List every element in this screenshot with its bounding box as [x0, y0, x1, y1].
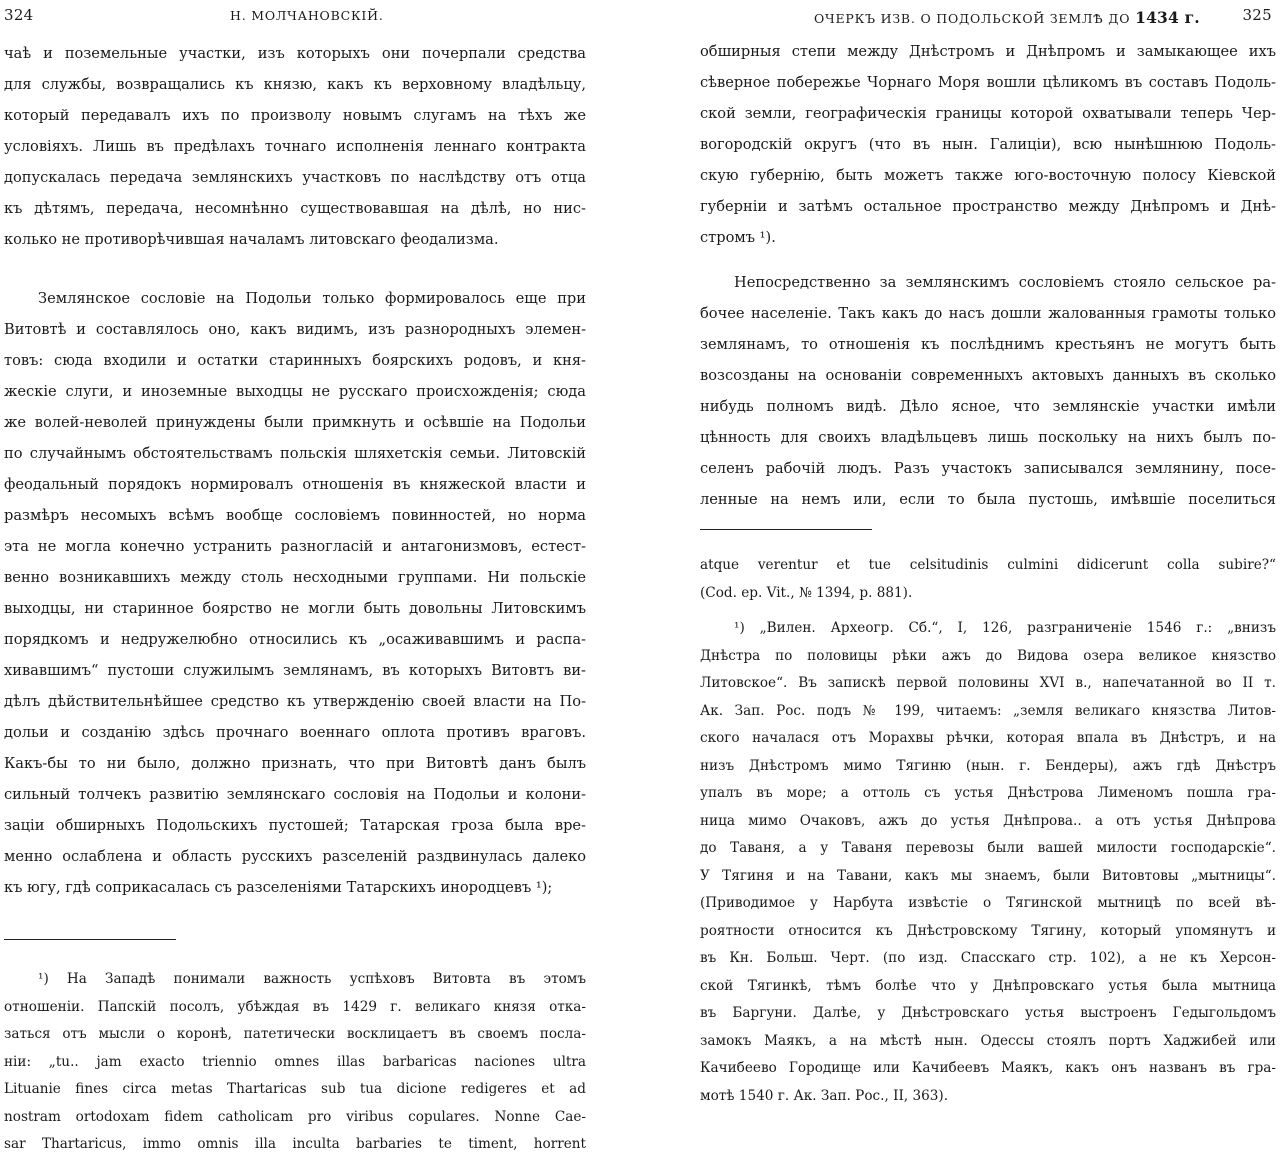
left-paragraph-2: [4, 283, 586, 903]
left-page-text: [4, 38, 586, 1159]
text-line: вогородскій округъ (что въ нын. Галиціи), всю нынѣшнюю Подоль-: [700, 136, 1276, 153]
text-line: размѣръ несомыхъ всѣмъ вообще сословіемъ повинностей, но норма: [4, 507, 586, 524]
text-line: дольи и созданію здѣсь прочнаго военнаго оплота противъ враговъ.: [4, 724, 586, 741]
text-line: для службы, возвращались къ князю, какъ къ верховному владѣльцу,: [4, 76, 586, 93]
footnote-line: ской Тягинкѣ, тѣмъ болѣе что у Днѣпровскаго устья была мытница: [700, 977, 1276, 994]
footnote-line: заться отъ мысли о коронѣ, патетически восклицаетъ въ своемъ посла-: [4, 1026, 586, 1042]
text-line: товъ: сюда входили и остатки старинныхъ боярскихъ родовъ, и кня-: [4, 352, 586, 369]
footnote-separator: [700, 529, 872, 530]
left-paragraph-1: [4, 38, 586, 255]
footnote-line: въ Кн. Больш. Черт. (по изд. Спасскаго стр. 102), а не къ Херсон-: [700, 950, 1276, 966]
text-line: допускалась передача землянскихъ участковъ по наслѣдству отъ отца: [4, 169, 586, 186]
text-line: по случайнымъ обстоятельствамъ польскія шляхетскія семьи. Литовскій: [4, 445, 586, 462]
text-line: хивавшимъ“ пустоши служилымъ землянамъ, въ которыхъ Витовтъ ви-: [4, 662, 586, 679]
text-line: Непосредственно за землянскимъ сословіемъ стояло сельское ра-: [734, 274, 1276, 291]
left-page-header: [0, 0, 592, 30]
running-head: [814, 8, 1200, 27]
footnote-line: atque verentur et tue celsitudinis culmini didicerunt colla subire?“: [700, 557, 1276, 573]
text-line: обширныя степи между Днѣстромъ и Днѣпромъ и замыкающее ихъ: [700, 43, 1276, 60]
running-head-text: ОЧЕРКЪ ИЗВ. О ПОДОЛЬСКОЙ ЗЕМЛѢ ДО: [814, 11, 1131, 26]
left-footnote: [4, 966, 586, 1159]
right-paragraph-2: [700, 267, 1276, 515]
running-head: Н. МОЛЧАНОВСКІЙ.: [230, 8, 384, 23]
right-page-header: [694, 0, 1280, 30]
right-page: [694, 0, 1280, 1104]
text-line: же волей-неволей принуждены были примкнуть и осѣвшіе на Подольи: [4, 414, 586, 431]
footnote-line: Днѣстра по половицы рѣки ажъ до Видова озера великое князство: [700, 647, 1276, 664]
text-line: возсозданы на основаніи современныхъ актовыхъ данныхъ въ сколько: [700, 367, 1276, 384]
text-line: ленные на немъ или, если то была пустошь, имѣвшіе поселиться: [700, 491, 1276, 508]
right-page-text: [700, 36, 1276, 1110]
footnote-continuation: [700, 552, 1276, 607]
footnote-line: (Cod. ep. Vit., № 1394, p. 881).: [700, 584, 913, 601]
text-line: Витовтѣ и составлялось оно, какъ видимъ, изъ разнородныхъ элемен-: [4, 321, 586, 338]
text-line: заціи обширныхъ Подольскихъ пустошей; Татарская гроза была вре-: [4, 817, 586, 834]
running-head-year: 1434 г.: [1135, 8, 1200, 27]
footnote-line: отношеніи. Папскій посолъ, убѣждая въ 1429 г. великаго князя отка-: [4, 998, 586, 1015]
text-line: эта не могла конечно устранить разногласій и антагонизмовъ, естест-: [4, 538, 586, 555]
text-line: менно ослаблена и область русскихъ разселеній раздвинулась далеко: [4, 848, 586, 865]
text-line: губерніи и затѣмъ остальное пространство между Днѣпромъ и Днѣ-: [700, 198, 1276, 215]
left-page: [0, 0, 592, 1152]
text-line: порядкомъ и недружелюбно относились къ „осаживавшимъ и распа-: [4, 631, 586, 648]
text-line: выходцы, ни старинное боярство не могли быть довольны Литовскимъ: [4, 600, 586, 617]
text-line: стромъ ¹).: [700, 229, 776, 246]
footnote-line: мотѣ 1540 г. Ак. Зап. Рос., II, 363).: [700, 1087, 949, 1104]
footnote-line: ¹) „Вилен. Археогр. Сб.“, I, 126, разграниченіе 1546 г.: „внизъ: [734, 620, 1276, 636]
footnote-line: ского началася отъ Морахвы рѣчки, которая впала въ Днѣстръ, и на: [700, 730, 1276, 746]
text-line: который передавалъ ихъ по произволу новымъ слугамъ на тѣхъ же: [4, 107, 586, 124]
footnote-line: Литовское“. Въ запискѣ первой половины XVI в., напечатанной во II т.: [700, 675, 1276, 691]
page-number: 324: [4, 6, 34, 24]
text-line: скую губернію, быть можетъ также юго-восточную полосу Кіевской: [700, 167, 1276, 184]
footnote-line: ница мимо Очаковъ, ажъ до устья Днѣпрова.. а отъ устья Днѣпрова: [700, 812, 1276, 829]
text-line: сильный толчекъ развитію землянскаго сословія на Подольи и колони-: [4, 786, 586, 803]
footnote-line: Lituanie fines circa metas Thartaricas sub tua dicione redigeres et ad: [4, 1081, 586, 1097]
text-line: венно возникавшихъ между столь несходными группами. Ни польскіе: [4, 569, 586, 586]
text-line: цѣнность для своихъ владѣльцевъ лишь поскольку на нихъ былъ по-: [700, 429, 1276, 446]
text-line: дѣлъ дѣйствительнѣйшее средство къ утвержденію своей власти на По-: [4, 693, 586, 710]
footnote-line: ¹) На Западѣ понимали важность успѣховъ Витовта въ этомъ: [38, 971, 586, 987]
text-line: Землянское сословіе на Подольи только формировалось еще при: [38, 290, 586, 307]
footnote-line: sar Thartaricus, immo omnis illa inculta barbaries te timent, horrent: [4, 1136, 586, 1152]
footnote-line: nostram ortodoxam fidem catholicam pro viribus copulares. Nonne Cae-: [4, 1108, 586, 1125]
text-line: ской земли, географическія границы которой охватывали теперь Чер-: [700, 105, 1276, 122]
right-footnote: [700, 615, 1276, 1110]
text-line: условіяхъ. Лишь въ предѣлахъ точнаго исполненія леннаго контракта: [4, 138, 586, 155]
footnote-line: до Таваня, а у Таваня перевозы были вашей милости господарскіе“.: [700, 840, 1276, 856]
text-line: нибудь полномъ видѣ. Дѣло ясное, что землянскіе участки имѣли: [700, 398, 1276, 415]
footnote-line: въ Баргуни. Далѣе, у Днѣстровскаго устья выстроенъ Гедыгольдомъ: [700, 1005, 1276, 1021]
text-line: къ югу, гдѣ соприкасалась съ разселеніями Татарскихъ инородцевъ ¹);: [4, 879, 553, 896]
footnote-line: роятности относится къ Днѣстровскому Тягину, который упомянутъ и: [700, 922, 1276, 939]
text-line: колько не противорѣчившая началамъ литовскаго феодализма.: [4, 231, 499, 248]
footnote-line: Ак. Зап. Рос. подъ № 199, читаемъ: „земля великаго князства Литов-: [700, 702, 1276, 719]
footnote-line: низъ Днѣстромъ мимо Тягиню (нын. г. Бендеры), ажъ гдѣ Днѣстръ: [700, 757, 1276, 774]
text-line: селенъ рабочій людъ. Разъ участокъ записывался землянину, посе-: [700, 460, 1276, 477]
text-line: Какъ-бы то ни было, должно признать, что при Витовтѣ данъ былъ: [4, 755, 586, 772]
footnote-line: У Тягиня и на Тавани, какъ мы знаемъ, были Витовтовы „мытницы“.: [700, 867, 1276, 884]
text-line: бочее населеніе. Такъ какъ до насъ дошли жалованныя грамоты только: [700, 305, 1276, 322]
footnote-line: Качибеево Городище или Качибеевъ Маякъ, какъ онъ названъ въ гра-: [700, 1060, 1276, 1076]
text-line: сѣверное побережье Чорнаго Моря вошли цѣликомъ въ составъ Подоль-: [700, 74, 1276, 91]
footnote-line: ніи: „tu.. jam exacto triennio omnes illas barbaricas naciones ultra: [4, 1053, 586, 1070]
text-line: чаѣ и поземельные участки, изъ которыхъ они почерпали средства: [4, 45, 586, 62]
text-line: къ дѣтямъ, передача, несомнѣнно существовавшая на дѣлѣ, но нис-: [4, 200, 586, 217]
page-number: 325: [1242, 6, 1272, 24]
footnote-line: упалъ въ море; а оттоль съ устья Днѣстрова Лименомъ пошла гра-: [700, 785, 1276, 801]
footnote-line: замокъ Маякъ, а на мѣстѣ нын. Одессы стоялъ портъ Хаджибей или: [700, 1032, 1276, 1049]
text-line: феодальный порядокъ нормировалъ отношенія въ княжеской власти и: [4, 476, 586, 493]
text-line: жескіе слуги, и иноземные выходцы не русскаго происхожденія; сюда: [4, 383, 586, 400]
text-line: землянамъ, то отношенія къ послѣднимъ крестьянъ не могутъ быть: [700, 336, 1276, 353]
footnote-separator: [4, 939, 176, 940]
footnote-line: (Приводимое у Нарбута извѣстіе о Тягинской мытницѣ по всей вѣ-: [700, 895, 1276, 911]
right-paragraph-1: [700, 36, 1276, 253]
